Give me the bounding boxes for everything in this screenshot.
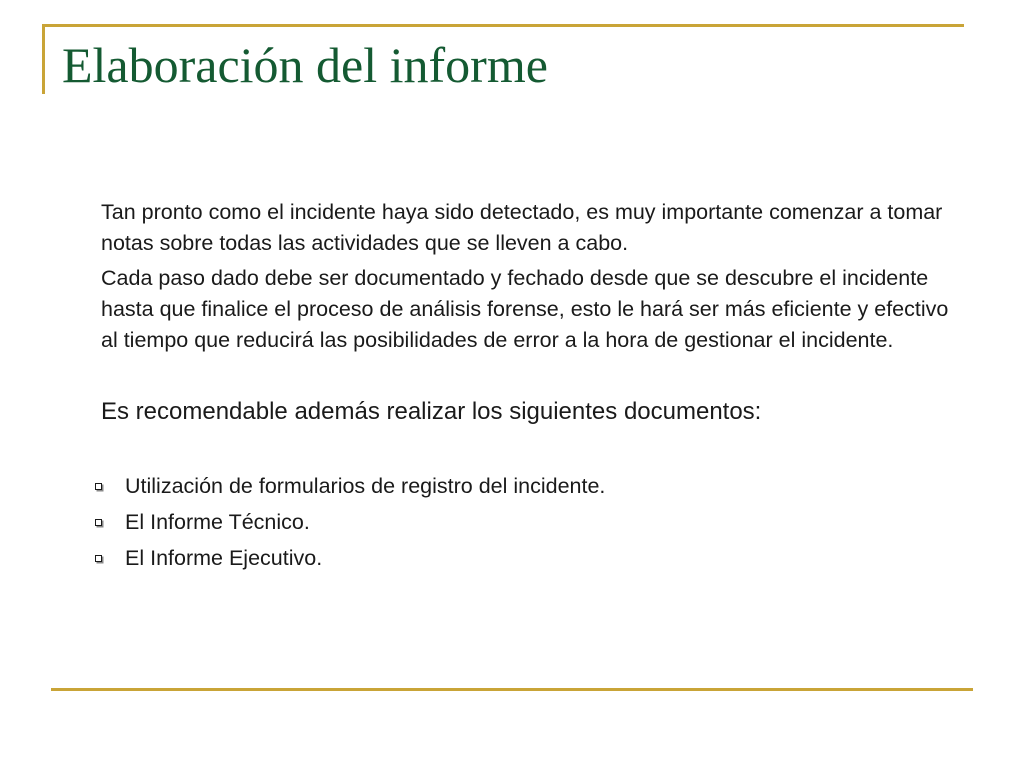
body-paragraph-2: Cada paso dado debe ser documentado y fechado desde que se descubre el incidente hasta que finalice el proceso de análisis forense, esto le hará ser más eficiente y efectivo al tiempo que reducirá las posibilidades de error a la hora de gestionar el incidente. (101, 266, 949, 352)
slide-title: Elaboración del informe (62, 37, 548, 93)
list-item (95, 540, 981, 576)
list-item (95, 468, 981, 504)
slide-body (101, 197, 981, 576)
body-paragraph-1: Tan pronto como el incidente haya sido detectado, es muy importante comenzar a tomar notas sobre todas las actividades que se lleven a cabo. (101, 200, 943, 255)
square-bullet-icon (95, 519, 102, 526)
documents-list (95, 468, 981, 576)
list-item (95, 504, 981, 540)
documents-lead: Es recomendable además realizar los siguientes documentos: (101, 398, 762, 425)
frame-bottom-rule (51, 688, 973, 691)
frame-left-rule (42, 24, 45, 94)
list-item-label: Utilización de formularios de registro del incidente. (125, 474, 606, 498)
frame-top-rule (42, 24, 964, 27)
list-item-label: El Informe Ejecutivo. (125, 546, 323, 570)
list-item-label: El Informe Técnico. (125, 510, 310, 534)
square-bullet-icon (95, 555, 102, 562)
square-bullet-icon (95, 483, 102, 490)
